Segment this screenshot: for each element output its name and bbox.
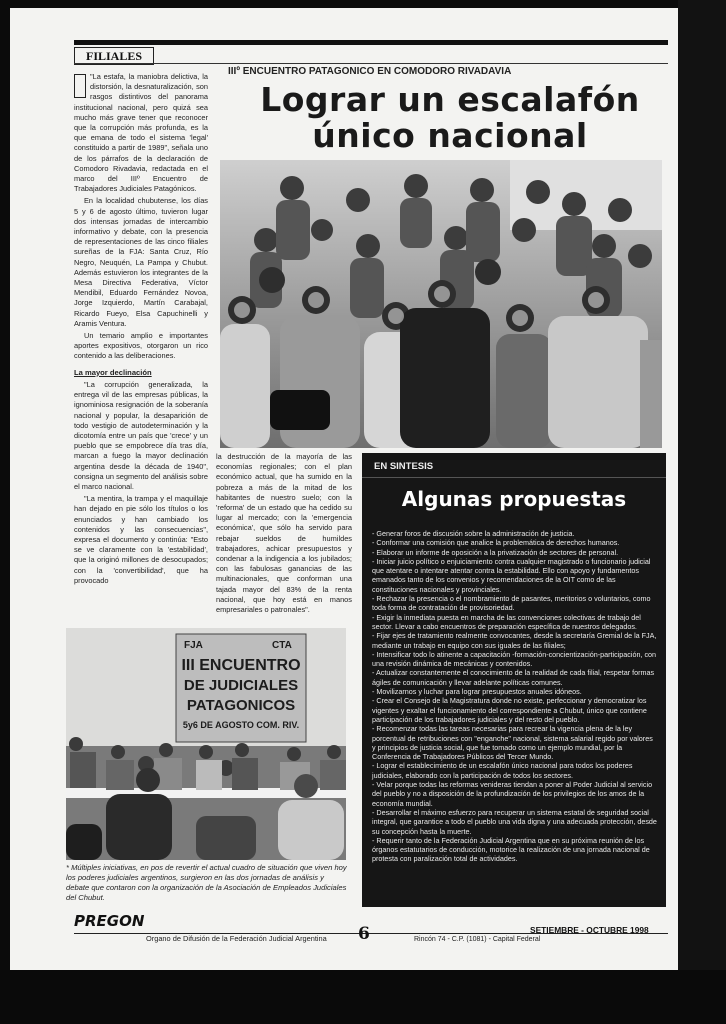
- banner-line-3: PATAGONICOS: [186, 697, 296, 714]
- proposal-item: - Actualizar constantemente el conocimiento de la realidad de cada filial, respetar formas ágiles de comunicación y llevar adelante políticas comunes.: [372, 668, 655, 687]
- banner-fja: FJA: [184, 640, 203, 651]
- scan-border-bottom: [0, 970, 726, 1024]
- paragraph: Un temario amplio e importantes aportes expositivos, otorgaron un rico contenido a las deliberaciones.: [74, 331, 208, 361]
- article-middle-column: [216, 452, 352, 624]
- banner-line-4: 5y6 DE AGOSTO COM. RIV.: [182, 720, 300, 730]
- proposal-item: - Requerir tanto de la Federación Judicial Argentina que en su próxima reunión de los órganos estatutarios de conducción, motorice la realización de una jornada nacional de protesta con paralización total de actividades.: [372, 835, 650, 864]
- proposal-item: - Rechazar la presencia o el nombramiento de pasantes, meritorios o voluntarios, como toda forma de contratación de provisoriedad.: [372, 594, 651, 613]
- group-photo: [220, 160, 662, 448]
- drop-cap-mark: [74, 74, 86, 98]
- meeting-photo-illustration: [66, 628, 346, 860]
- banner-line-1: III ENCUENTRO: [181, 657, 301, 674]
- paragraph: "La corrupción generalizada, la entrega vil de las empresas públicas, la ignominiosa resignación de la soberanía nacional y popular, la desaparición de todo vestigio de autodeterminación y la dicotomía entre un país que 'crece' y un pueblo que se empobrece día tras día, marcan a fuego la mayor declinación argentina desde la década de 1940", consigna un segmento del análisis sobre el marco nacional.: [74, 379, 208, 491]
- proposal-item: - Exigir la inmediata puesta en marcha de las convenciones colectivas de trabajo del sector. Llevar a cabo encuentros de preparación específica de nuestros delegados.: [372, 612, 641, 631]
- headline-line-2: único nacional: [312, 116, 588, 155]
- proposal-item: - Elaborar un informe de oposición a la privatización de sectores de personal.: [372, 547, 619, 557]
- proposal-item: - Recomenzar todas las tareas necesarias para recrear la vigencia plena de la ley porcentual de retribuciones con "enganche" nacional, sistema salarial regido por valores y principios de justicia social, que fue tomado como un ejemplo mundial, por la Conferencia de Trabajadores Públicos del Tercer Mundo.: [372, 724, 653, 762]
- subhead: La mayor declinación: [74, 367, 152, 377]
- sidebar-label: EN SINTESIS: [374, 461, 434, 472]
- meeting-photo: [66, 628, 346, 860]
- proposal-item: - Conformar una comisión que analice la problemática de derechos humanos.: [372, 538, 620, 548]
- article-kicker: IIIº ENCUENTRO PATAGONICO EN COMODORO RIVADAVIA: [228, 66, 512, 77]
- section-rule: [74, 63, 668, 64]
- paragraph: "La mentira, la trampa y el maquillaje han dejado en pie sólo los títulos o los enunciados y han cambiado los contenidos y las consecuencias", expresa el documento y continúa: "Esto se ve claramente con la 'estabilidad', que la originó millones de desocupados; con la 'convertibilidad', que ha provocado: [74, 494, 208, 585]
- proposal-item: - Intensificar todo lo atinente a capacitación -formación-concientización-participación, con una revisión dinámica de mecánicas y contenidos.: [372, 649, 657, 669]
- page-number: 6: [358, 924, 370, 944]
- photo-caption: * Múltiples iniciativas, en pos de revertir el actual cuadro de situación que viven hoy los poderes judiciales argentinos, surgieron en las dos jornadas de análisis y debate que contaron con la organización de la Asociación de Empleados Judiciales del Chubut.: [66, 863, 347, 902]
- scan-border-right: [678, 0, 726, 1024]
- footer-address: Rincón 74 - C.P. (1081) - Capital Federal: [414, 936, 541, 943]
- issue-date: SETIEMBRE - OCTUBRE 1998: [530, 925, 649, 935]
- sidebar-box: [362, 453, 666, 907]
- article-headline: [220, 82, 680, 154]
- paragraph: "La estafa, la maniobra delictiva, la distorsión, la desnaturalización, son rasgos distintivos del panorama institucional nacional, pero quizá sea mucho más grave tener que reconocer que la corrupción más profunda, es la que emana de todo el sistema 'legal' constituido a partir de 1989", señala uno de los párrafos de la declaración de Comodoro Rivadavia, redactada en el marco del IIIº Encuentro de Trabajadores Judiciales Patagónicos.: [74, 72, 208, 194]
- pregon-logo: PREGON: [74, 912, 145, 930]
- proposal-item: - Velar porque todas las reformas venideras tiendan a poner al Poder Judicial al servicio del pueblo y no a disposición de la profundización de los privilegios de los amos de la economía mundial.: [372, 780, 653, 808]
- top-rule: [74, 40, 668, 45]
- proposal-list: [372, 529, 658, 864]
- proposal-item: - Crear el Consejo de la Magistratura donde no existe, perfeccionar y democratizar los vigentes y exaltar el funcionamiento del correspondiente a Chubut, único que contiene participación de los trabajadores judiciales y del resto del pueblo.: [372, 696, 647, 724]
- proposal-item: - Lograr el establecimiento de un escalafón único nacional para todos los poderes judiciales, elaborado con la participación de todos los sectores.: [372, 761, 633, 780]
- paragraph: En la localidad chubutense, los días 5 y 6 de agosto último, tuvieron lugar dos intensas jornadas de intercambio informativo y debate, con la presencia de representaciones de las cinco filiales sureñas de la FJA: Santa Cruz, Río Negro, Neuquén, La Pampa y Chubut. Además estuvieron los integrantes de la Mesa Directiva Federativa, Víctor Mendibil, Eduardo Fernández Novoa, Jorge Izquierdo, Martín Carabajal, Ricardo Fueyo, Elsa Capuchinelli y Aramis Ventura.: [74, 196, 208, 328]
- footer-org: Organo de Difusión de la Federación Judicial Argentina: [146, 934, 327, 943]
- banner-cta: CTA: [272, 640, 292, 651]
- banner-line-2: DE JUDICIALES: [183, 677, 299, 694]
- proposal-item: - Movilizarnos y luchar para lograr presupuestos anuales idóneos.: [372, 687, 582, 697]
- article-left-column: [74, 72, 208, 624]
- proposal-item: - Generar foros de discusión sobre la administración de justicia.: [372, 529, 575, 538]
- proposal-item: - Fijar ejes de tratamiento realmente convocantes, desde la secretaría Gremial de la FJA, mediante un trabajo en equipo con sus iguales de las filiales;: [372, 631, 657, 650]
- proposal-item: - Iniciar juicio político o enjuiciamiento contra cualquier magistrado o funcionario judicial que atentare o intentare atentar contra la estabilidad. Ello con apoyo y fundamentos emanados tanto de los convenios y recomendaciones de la OIT como de las constituciones nacionales y provinciales.: [372, 556, 651, 594]
- sidebar-title: Algunas propuestas: [401, 487, 627, 511]
- group-photo-illustration: [220, 160, 662, 448]
- proposal-item: - Desarrollar el máximo esfuerzo para recuperar un sistema estatal de seguridad social integral, que garantice a todo el pueblo una vida digna y una adecuada protección, desde su concepción hasta la muerte.: [372, 807, 657, 836]
- paragraph: la destrucción de la mayoría de las economías regionales; con el plan económico actual, que ha sumido en la pobreza a más de la mitad de los habitantes de nuestro suelo; con la 'reforma' de un estado que ha cedido su lugar al mercado; con la 'emergencia económica', que sólo ha servido para rebajar sueldos de humildes trabajadores, achicar presupuestos y condenar a la indigencia a los jubilados; con las fabulosas ganancias de las multinacionales, que conforman una tajada mayor del 83% de la renta nacional, que hoy está en manos empresariales o patronales".: [216, 452, 352, 615]
- headline-line-1: Lograr un escalafón: [260, 80, 640, 119]
- section-label: FILIALES: [74, 47, 154, 65]
- sidebar-rule: [362, 477, 666, 478]
